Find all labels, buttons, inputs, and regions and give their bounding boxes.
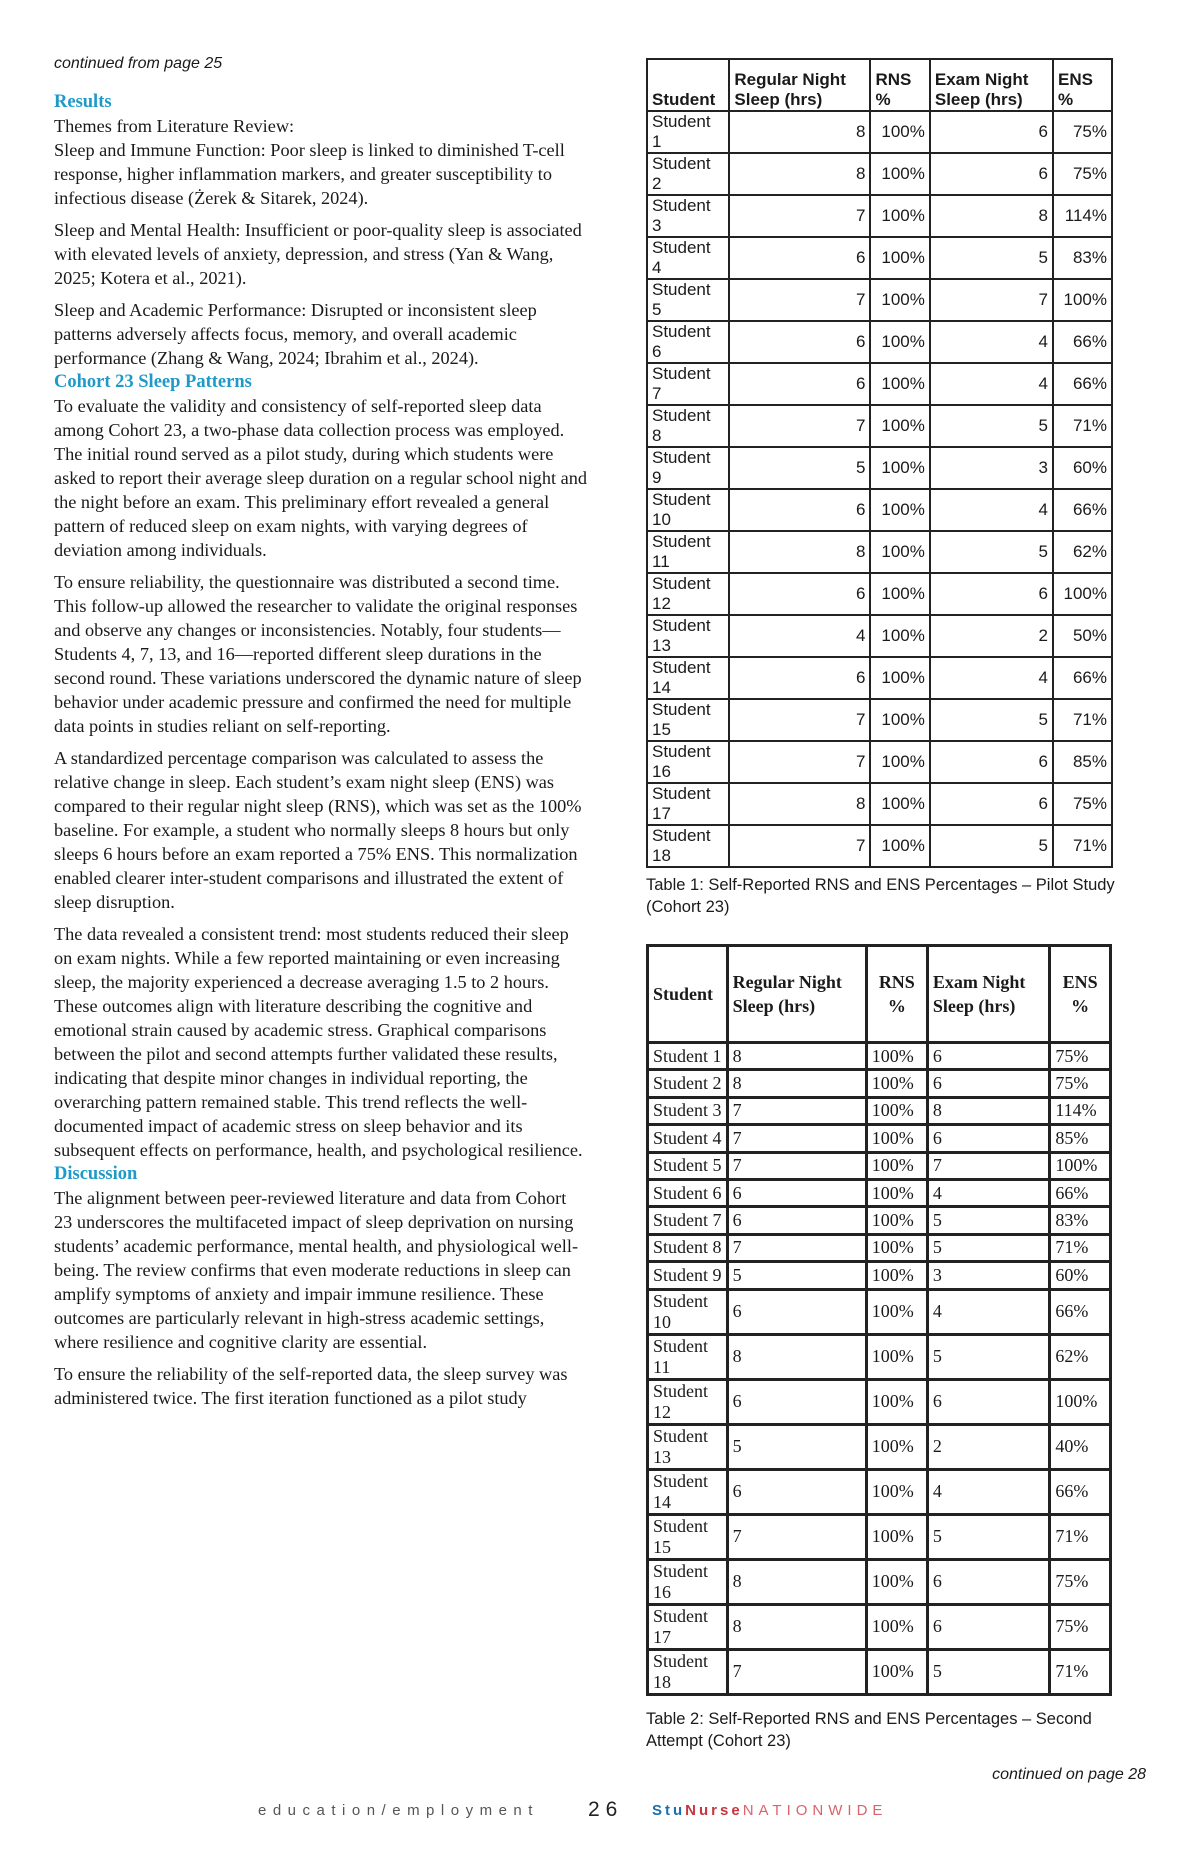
table-cell: 100%	[870, 573, 929, 615]
table-cell: 6	[729, 489, 870, 531]
table-cell: 6	[930, 573, 1053, 615]
table-cell: 100%	[870, 363, 929, 405]
table-cell: 75%	[1053, 783, 1112, 825]
table-cell: 100%	[866, 1604, 927, 1649]
table-row	[647, 615, 1112, 657]
table-cell: Student 13	[647, 615, 729, 657]
paragraph: Sleep and Mental Health: Insufficient or poor-quality sleep is associated with elevated levels of anxiety, depression, and stress (Yan & Wang, 2025; Kotera et al., 2021).	[54, 220, 582, 288]
table-cell: Student 17	[648, 1604, 728, 1649]
table-cell: 75%	[1050, 1559, 1111, 1604]
table-cell: 100%	[866, 1234, 927, 1261]
table-cell: 100%	[866, 1097, 927, 1124]
table-cell: Student 1	[647, 111, 729, 153]
table-cell: 7	[727, 1234, 866, 1261]
table-cell: 100%	[870, 615, 929, 657]
table-cell: 71%	[1053, 405, 1112, 447]
table-cell: 5	[930, 405, 1053, 447]
table-row	[648, 1424, 1111, 1469]
table-cell: 6	[927, 1604, 1049, 1649]
section-heading: Results	[54, 92, 112, 112]
table-cell: 71%	[1050, 1234, 1111, 1261]
table-row	[648, 1234, 1111, 1261]
table-cell: 100%	[1050, 1379, 1111, 1424]
table-cell: 7	[927, 1152, 1049, 1179]
table-cell: 75%	[1050, 1604, 1111, 1649]
article-sections	[54, 90, 588, 1410]
table-cell: 100%	[1050, 1152, 1111, 1179]
brand-logo	[652, 1802, 887, 1819]
table-row	[647, 405, 1112, 447]
table-cell: 5	[930, 237, 1053, 279]
table-row	[647, 237, 1112, 279]
table-cell: 7	[729, 279, 870, 321]
table-cell: 5	[927, 1649, 1049, 1694]
column-header: Student	[647, 59, 729, 111]
table-cell: 5	[930, 531, 1053, 573]
table-cell: 50%	[1053, 615, 1112, 657]
table-cell: 8	[727, 1604, 866, 1649]
table-cell: 85%	[1050, 1125, 1111, 1152]
paragraph: The alignment between peer-reviewed literature and data from Cohort 23 underscores the multifaceted impact of sleep deprivation on nursing students’ academic performance, mental health, and physiological well-being. The review confirms that even moderate reductions in sleep can amplify symptoms of anxiety and impair immune resilience. These outcomes are particularly relevant in high-stress academic settings, where resilience and cognitive clarity are essential.	[54, 1188, 579, 1352]
table-cell: 100%	[870, 489, 929, 531]
table-cell: 100%	[870, 825, 929, 867]
paragraph: To evaluate the validity and consistency of self-reported sleep data among Cohort 23, a two-phase data collection process was employed. The initial round served as a pilot study, during which students were asked to report their average sleep duration on a regular school night and the night before an exam. This preliminary effort revealed a general pattern of reduced sleep on exam nights, with varying degrees of deviation among individuals.	[54, 396, 588, 560]
table-cell: 7	[729, 405, 870, 447]
table-cell: 7	[727, 1152, 866, 1179]
section-heading: Cohort 23 Sleep Patterns	[54, 372, 252, 392]
table-cell: 7	[727, 1649, 866, 1694]
table-cell: 6	[729, 573, 870, 615]
table-row	[648, 1559, 1111, 1604]
table-cell: Student 12	[647, 573, 729, 615]
table-cell: 66%	[1050, 1289, 1111, 1334]
table-cell: 8	[729, 531, 870, 573]
table-cell: Student 15	[648, 1514, 728, 1559]
table-cell: 3	[927, 1262, 1049, 1289]
table-cell: 6	[930, 783, 1053, 825]
table-cell: Student 3	[647, 195, 729, 237]
table-cell: 100%	[866, 1334, 927, 1379]
table-cell: 8	[927, 1097, 1049, 1124]
table-cell: 8	[729, 783, 870, 825]
table-row	[648, 1179, 1111, 1206]
table-row	[647, 489, 1112, 531]
table-row	[648, 1469, 1111, 1514]
column-header: ENS %	[1053, 59, 1112, 111]
table-cell: Student 14	[648, 1469, 728, 1514]
table-cell: 100%	[870, 321, 929, 363]
table-cell: 100%	[870, 153, 929, 195]
page-number: 26	[588, 1797, 624, 1821]
table-row	[648, 1070, 1111, 1097]
brand-stu: Stu	[652, 1801, 686, 1819]
paragraph: The data revealed a consistent trend: most students reduced their sleep on exam nights. While a few reported maintaining or even increasing sleep, the majority experienced a decrease averaging 1.5 to 2 hours. These outcomes align with literature describing the cognitive and emotional strain caused by academic stress. Graphical comparisons between the pilot and second attempts further validated these results, indicating that despite minor changes in individual reporting, the overarching pattern remained stable. This trend reflects the well-documented impact of academic stress on sleep behavior and its subsequent effects on performance, health, and psychological resilience.	[54, 924, 583, 1160]
table-cell: Student 8	[648, 1234, 728, 1261]
table-cell: Student 18	[647, 825, 729, 867]
table-cell: 8	[729, 111, 870, 153]
table-cell: 4	[729, 615, 870, 657]
table-cell: 100%	[870, 111, 929, 153]
table-row	[648, 1043, 1111, 1070]
article-body	[54, 52, 588, 1418]
table-row	[648, 1207, 1111, 1234]
table-cell: 6	[927, 1379, 1049, 1424]
table-row	[648, 1604, 1111, 1649]
table-cell: Student 16	[647, 741, 729, 783]
table-cell: 5	[927, 1514, 1049, 1559]
table-cell: 100%	[866, 1125, 927, 1152]
table-cell: Student 2	[648, 1070, 728, 1097]
table-cell: 100%	[866, 1469, 927, 1514]
table-cell: 71%	[1050, 1649, 1111, 1694]
table-cell: Student 13	[648, 1424, 728, 1469]
table-cell: 6	[927, 1125, 1049, 1152]
table-cell: Student 5	[648, 1152, 728, 1179]
table-cell: 83%	[1053, 237, 1112, 279]
table-cell: 71%	[1053, 699, 1112, 741]
table-cell: 6	[729, 321, 870, 363]
table-cell: 6	[930, 153, 1053, 195]
column-header: RNS %	[870, 59, 929, 111]
table-cell: 100%	[870, 657, 929, 699]
table-cell: 4	[927, 1179, 1049, 1206]
table-row	[647, 783, 1112, 825]
table-row	[647, 363, 1112, 405]
table-cell: 6	[927, 1043, 1049, 1070]
table-cell: 100%	[866, 1070, 927, 1097]
table-row	[648, 1262, 1111, 1289]
table-cell: 6	[727, 1469, 866, 1514]
brand-nationwide: NATIONWIDE	[742, 1801, 888, 1819]
table-cell: 7	[729, 699, 870, 741]
table-cell: 6	[729, 363, 870, 405]
table-cell: 5	[927, 1207, 1049, 1234]
table-row	[647, 531, 1112, 573]
table-cell: 6	[927, 1070, 1049, 1097]
table-row	[647, 741, 1112, 783]
column-header: Exam Night Sleep (hrs)	[927, 946, 1049, 1043]
table-cell: Student 6	[648, 1179, 728, 1206]
table-cell: 7	[930, 279, 1053, 321]
table-row	[647, 279, 1112, 321]
table-row	[647, 825, 1112, 867]
table-cell: Student 14	[647, 657, 729, 699]
table-cell: 6	[727, 1179, 866, 1206]
table-row	[647, 447, 1112, 489]
table-cell: 5	[729, 447, 870, 489]
table-cell: 100%	[870, 741, 929, 783]
table-cell: 5	[727, 1424, 866, 1469]
table-cell: 100%	[1053, 573, 1112, 615]
table-row	[648, 1125, 1111, 1152]
table-cell: 6	[930, 741, 1053, 783]
table-row	[648, 1334, 1111, 1379]
table-cell: 4	[927, 1289, 1049, 1334]
table-cell: Student 7	[648, 1207, 728, 1234]
table-cell: 8	[930, 195, 1053, 237]
table-cell: 8	[727, 1334, 866, 1379]
table2-caption: Table 2: Self-Reported RNS and ENS Percentages – Second Attempt (Cohort 23)	[646, 1709, 1092, 1750]
table-cell: Student 15	[647, 699, 729, 741]
table-cell: 100%	[866, 1179, 927, 1206]
table-cell: 100%	[870, 405, 929, 447]
brand-nurse: Nurse	[685, 1801, 743, 1819]
table-cell: 66%	[1053, 363, 1112, 405]
table-cell: Student 10	[648, 1289, 728, 1334]
tables-column	[646, 52, 1116, 1752]
column-header: ENS %	[1050, 946, 1111, 1043]
table-cell: 100%	[870, 531, 929, 573]
table-cell: Student 3	[648, 1097, 728, 1124]
table-cell: 100%	[866, 1152, 927, 1179]
table-cell: Student 4	[647, 237, 729, 279]
table-cell: 100%	[870, 237, 929, 279]
table-cell: Student 7	[647, 363, 729, 405]
paragraph: A standardized percentage comparison was calculated to assess the relative change in sleep. Each student’s exam night sleep (ENS) was compared to their regular night sleep (RNS), which was set as the 100% baseline. For example, a student who normally sleeps 8 hours but only sleeps 6 hours before an exam reported a 75% ENS. This normalization enabled clearer inter-student comparisons and illustrated the extent of sleep disruption.	[54, 748, 582, 912]
table-cell: 83%	[1050, 1207, 1111, 1234]
table-cell: Student 6	[647, 321, 729, 363]
table-cell: 7	[727, 1514, 866, 1559]
table-cell: 66%	[1053, 321, 1112, 363]
header-row	[648, 946, 1111, 1043]
table-cell: 5	[930, 699, 1053, 741]
table-cell: 5	[727, 1262, 866, 1289]
table-row	[647, 153, 1112, 195]
column-header: Regular Night Sleep (hrs)	[727, 946, 866, 1043]
table-cell: 114%	[1050, 1097, 1111, 1124]
table-cell: 100%	[866, 1649, 927, 1694]
table-cell: 40%	[1050, 1424, 1111, 1469]
table-cell: 8	[729, 153, 870, 195]
table-row	[648, 1097, 1111, 1124]
table-cell: 7	[729, 195, 870, 237]
table-cell: 75%	[1050, 1070, 1111, 1097]
section-heading: Discussion	[54, 1164, 138, 1184]
table-cell: Student 9	[648, 1262, 728, 1289]
two-column-layout	[0, 52, 1200, 1752]
table-cell: 75%	[1053, 153, 1112, 195]
table-cell: Student 4	[648, 1125, 728, 1152]
table-cell: Student 11	[648, 1334, 728, 1379]
column-header: Exam Night Sleep (hrs)	[930, 59, 1053, 111]
table-cell: 75%	[1050, 1043, 1111, 1070]
table-cell: 5	[930, 825, 1053, 867]
table-cell: Student 9	[647, 447, 729, 489]
table-cell: Student 10	[647, 489, 729, 531]
table-pilot-study	[646, 58, 1113, 868]
table-cell: 66%	[1053, 657, 1112, 699]
table-cell: Student 1	[648, 1043, 728, 1070]
table-cell: 7	[727, 1125, 866, 1152]
header-row	[647, 59, 1112, 111]
table-cell: Student 11	[647, 531, 729, 573]
table-cell: 100%	[870, 195, 929, 237]
table-cell: 7	[729, 825, 870, 867]
table-cell: 100%	[866, 1043, 927, 1070]
table-cell: 2	[930, 615, 1053, 657]
continued-from: continued from page 25	[54, 55, 223, 72]
table-cell: 71%	[1050, 1514, 1111, 1559]
table-cell: 100%	[866, 1424, 927, 1469]
page-footer	[0, 1798, 1200, 1828]
table-cell: 4	[930, 321, 1053, 363]
table-cell: 4	[930, 489, 1053, 531]
table-cell: 100%	[870, 699, 929, 741]
table-cell: 6	[927, 1559, 1049, 1604]
table-cell: 62%	[1050, 1334, 1111, 1379]
table1-caption: Table 1: Self-Reported RNS and ENS Percentages – Pilot Study (Cohort 23)	[646, 876, 1115, 916]
table-cell: 100%	[870, 447, 929, 489]
table-cell: 100%	[866, 1379, 927, 1424]
table-cell: 8	[727, 1559, 866, 1604]
table-cell: 100%	[866, 1514, 927, 1559]
table-cell: 6	[729, 657, 870, 699]
table-row	[647, 111, 1112, 153]
table-cell: 6	[729, 237, 870, 279]
table-cell: 6	[727, 1207, 866, 1234]
table-cell: 2	[927, 1424, 1049, 1469]
table-cell: 71%	[1053, 825, 1112, 867]
table-row	[648, 1379, 1111, 1424]
column-header: Student	[648, 946, 728, 1043]
column-header: RNS %	[866, 946, 927, 1043]
footer-section: education/employment	[258, 1801, 539, 1819]
paragraph: Themes from Literature Review:	[54, 116, 295, 136]
table-cell: 100%	[870, 783, 929, 825]
table-cell: 100%	[866, 1289, 927, 1334]
table-cell: 5	[927, 1234, 1049, 1261]
table-cell: Student 5	[647, 279, 729, 321]
table-cell: 60%	[1053, 447, 1112, 489]
table-cell: 4	[930, 363, 1053, 405]
table-cell: 6	[727, 1289, 866, 1334]
table-cell: 100%	[870, 279, 929, 321]
continued-on: continued on page 28	[992, 1765, 1146, 1783]
table-cell: 7	[729, 741, 870, 783]
table-row	[647, 321, 1112, 363]
table-row	[648, 1649, 1111, 1694]
table-row	[647, 699, 1112, 741]
table-row	[647, 657, 1112, 699]
table-row	[647, 195, 1112, 237]
table-cell: 8	[727, 1070, 866, 1097]
table-cell: Student 8	[647, 405, 729, 447]
table-cell: 8	[727, 1043, 866, 1070]
table-cell: 60%	[1050, 1262, 1111, 1289]
table-cell: 62%	[1053, 531, 1112, 573]
table-cell: 7	[727, 1097, 866, 1124]
table-cell: 5	[927, 1334, 1049, 1379]
table-cell: Student 12	[648, 1379, 728, 1424]
table-cell: Student 16	[648, 1559, 728, 1604]
table-cell: 4	[927, 1469, 1049, 1514]
table-cell: 4	[930, 657, 1053, 699]
paragraph: Sleep and Academic Performance: Disrupted or inconsistent sleep patterns adversely affects focus, memory, and overall academic performance (Zhang & Wang, 2024; Ibrahim et al., 2024).	[54, 300, 537, 368]
paragraph: To ensure reliability, the questionnaire was distributed a second time. This follow-up allowed the researcher to validate the original responses and observe any changes or inconsistencies. Notably, four students—Students 4, 7, 13, and 16—reported different sleep durations in the second round. These variations underscored the dynamic nature of sleep behavior under academic pressure and confirmed the need for multiple data points in studies reliant on self-reporting.	[54, 572, 582, 736]
table-row	[648, 1514, 1111, 1559]
paragraph: Sleep and Immune Function: Poor sleep is linked to diminished T-cell response, higher inflammation markers, and greater susceptibility to infectious disease (Żerek & Sitarek, 2024).	[54, 140, 565, 208]
table-cell: 66%	[1053, 489, 1112, 531]
table-row	[647, 573, 1112, 615]
table-cell: 100%	[866, 1262, 927, 1289]
table-cell: Student 2	[647, 153, 729, 195]
column-header: Regular Night Sleep (hrs)	[729, 59, 870, 111]
table-cell: 75%	[1053, 111, 1112, 153]
table-cell: 66%	[1050, 1179, 1111, 1206]
table-cell: 100%	[866, 1559, 927, 1604]
table-cell: 3	[930, 447, 1053, 489]
table-row	[648, 1289, 1111, 1334]
table-second-attempt	[646, 944, 1112, 1696]
table-cell: 6	[727, 1379, 866, 1424]
table-cell: 66%	[1050, 1469, 1111, 1514]
paragraph: To ensure the reliability of the self-reported data, the sleep survey was administered twice. The first iteration functioned as a pilot study	[54, 1364, 568, 1408]
table-cell: 114%	[1053, 195, 1112, 237]
table-cell: 100%	[1053, 279, 1112, 321]
table-cell: Student 18	[648, 1649, 728, 1694]
table-cell: 100%	[866, 1207, 927, 1234]
table-row	[648, 1152, 1111, 1179]
table-cell: 85%	[1053, 741, 1112, 783]
table-cell: 6	[930, 111, 1053, 153]
table-cell: Student 17	[647, 783, 729, 825]
